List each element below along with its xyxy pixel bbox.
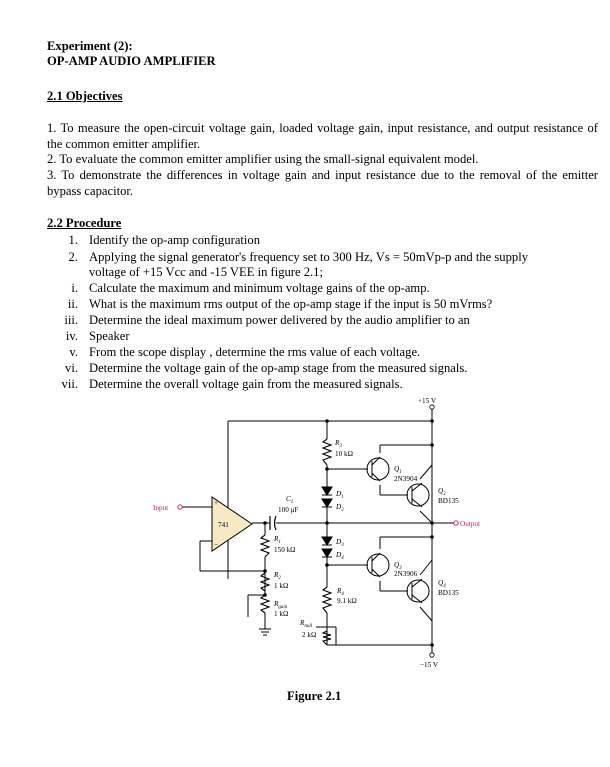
q2-transistor (407, 484, 429, 506)
roman-num-iv: iv. (65, 329, 78, 343)
vee-label: −15 V (420, 661, 439, 669)
procedure-heading: 2.2 Procedure (47, 216, 122, 230)
opamp-label: 741 (218, 521, 229, 529)
svg-text:Rnull (299, 619, 313, 629)
input-label: Input (153, 504, 169, 512)
vcc-terminal (430, 405, 434, 409)
procedure-num-1: 1. (68, 233, 78, 247)
svg-text:D2 (335, 503, 344, 513)
c1-sub: 1 (290, 500, 294, 505)
roman-item-vii: Determine the overall voltage gain from the measured signals. (89, 377, 403, 391)
q4-transistor (407, 580, 429, 602)
c1-capacitor (270, 516, 276, 530)
output-terminal (454, 521, 458, 525)
svg-text:D1 (335, 490, 344, 500)
svg-text:C1 (286, 495, 293, 505)
objective-2: 2. To evaluate the common emitter amplifier using the small-signal equivalent model. (47, 152, 479, 166)
roman-item-iii: Determine the ideal maximum power delivered by the audio amplifier to an (89, 313, 470, 327)
r3-value: 10 kΩ (335, 450, 353, 458)
rnull-value: 2 kΩ (302, 631, 317, 639)
r4-value: 9.1 kΩ (337, 597, 357, 605)
svg-text:Q4 (438, 579, 446, 589)
procedure-step-2-line2: voltage of +15 Vcc and -15 VEE in figure 2.1; (89, 265, 323, 279)
d4-name: D (336, 551, 342, 559)
svg-text:R4 (336, 587, 344, 597)
c1-value: 100 μF (278, 506, 299, 514)
roman-item-iv: Speaker (89, 329, 130, 343)
roman-item-i: Calculate the maximum and minimum voltage gains of the op-amp. (89, 281, 430, 295)
q2-name: Q (438, 487, 444, 495)
opamp-minus: − (214, 541, 219, 549)
r2-sub: 2 (278, 576, 281, 581)
procedure-num-2: 2. (68, 250, 78, 264)
output-label: Output (460, 520, 480, 528)
objectives-heading: 2.1 Objectives (47, 89, 123, 103)
roman-item-vi: Determine the voltage gain of the op-amp stage from the measured signals. (89, 361, 468, 375)
rgain-resistor (261, 595, 269, 613)
r4-resistor (323, 587, 331, 613)
d2-diode (322, 499, 332, 507)
q1-sub: 1 (399, 470, 402, 475)
r4-sub: 4 (341, 592, 344, 597)
vee-terminal (430, 653, 434, 657)
r2-value: 1 kΩ (274, 582, 289, 590)
figure-caption: Figure 2.1 (287, 689, 342, 703)
d2-sub: 2 (341, 508, 344, 513)
roman-num-ii: ii. (67, 297, 78, 311)
d3-sub: 3 (341, 543, 344, 548)
q2-sub: 2 (443, 492, 446, 497)
objective-1: 1. To measure the open-circuit voltage gain, loaded voltage gain, input resistance, and output resistance of the common emitter amplifier. (47, 121, 598, 151)
d3-name: D (336, 538, 342, 546)
r3-name: R (335, 439, 340, 447)
q2-part: BD135 (438, 497, 459, 505)
procedure-step-1: Identify the op-amp configuration (89, 233, 261, 247)
d2-name: D (336, 503, 342, 511)
q1-name: Q (394, 465, 400, 473)
q3-part: 2N3906 (394, 570, 418, 578)
roman-item-ii: What is the maximum rms output of the op-amp stage if the input is 50 mVrms? (89, 297, 493, 311)
q3-name: Q (394, 561, 400, 569)
roman-num-vii: vii. (61, 377, 78, 391)
procedure-step-2-line1: Applying the signal generator's frequency set to 300 Hz, Vs = 50mVp-p and the supply (89, 250, 528, 264)
r1-resistor (261, 535, 269, 557)
r1-sub: 1 (278, 540, 281, 545)
svg-text:D3 (335, 538, 344, 548)
q1-transistor (367, 458, 389, 480)
r4-name: R (337, 587, 342, 595)
q4-sub: 4 (443, 584, 446, 589)
svg-text:Rgain (273, 600, 288, 610)
rgain-name: R (274, 600, 279, 608)
svg-text:R1 (273, 535, 281, 545)
d1-name: D (336, 490, 342, 498)
opamp-plus: + (214, 499, 219, 507)
svg-text:R3 (334, 439, 342, 449)
r3-resistor (323, 439, 331, 465)
d4-diode (322, 549, 332, 557)
svg-text:Q2 (438, 487, 446, 497)
roman-num-iii: iii. (64, 313, 78, 327)
roman-num-i: i. (71, 281, 78, 295)
d4-sub: 4 (341, 556, 344, 561)
roman-item-v: From the scope display , determine the rms value of each voltage. (89, 345, 421, 359)
c1-name: C (286, 495, 291, 503)
d3-diode (322, 537, 332, 545)
roman-num-vi: vi. (65, 361, 78, 375)
svg-text:D4 (335, 551, 344, 561)
r1-value: 150 kΩ (274, 546, 296, 554)
vcc-label: +15 V (418, 397, 437, 405)
r3-sub: 3 (339, 444, 342, 449)
roman-num-v: v. (69, 345, 78, 359)
objective-3: 3. To demonstrate the differences in voltage gain and input resistance due to the removal of the emitter bypass capacitor. (47, 168, 598, 198)
ground-icon (259, 629, 271, 635)
rnull-name: R (300, 619, 305, 627)
d1-sub: 1 (341, 495, 344, 500)
q4-part: BD135 (438, 589, 459, 597)
d1-diode (322, 487, 332, 495)
experiment-title: OP-AMP AUDIO AMPLIFIER (47, 54, 216, 68)
rgain-sub: gain (278, 605, 288, 610)
q3-transistor (367, 554, 389, 576)
q3-sub: 3 (399, 566, 402, 571)
q1-part: 2N3904 (394, 475, 418, 483)
circuit-diagram (140, 395, 500, 675)
svg-text:Q1 (394, 465, 402, 475)
input-terminal (178, 505, 182, 509)
experiment-number: Experiment (2): (47, 39, 133, 53)
rnull-sub: null (304, 624, 313, 629)
rgain-value: 1 kΩ (274, 610, 289, 618)
svg-text:R2 (273, 571, 281, 581)
q4-name: Q (438, 579, 444, 587)
r1-name: R (274, 535, 279, 543)
r2-name: R (274, 571, 279, 579)
